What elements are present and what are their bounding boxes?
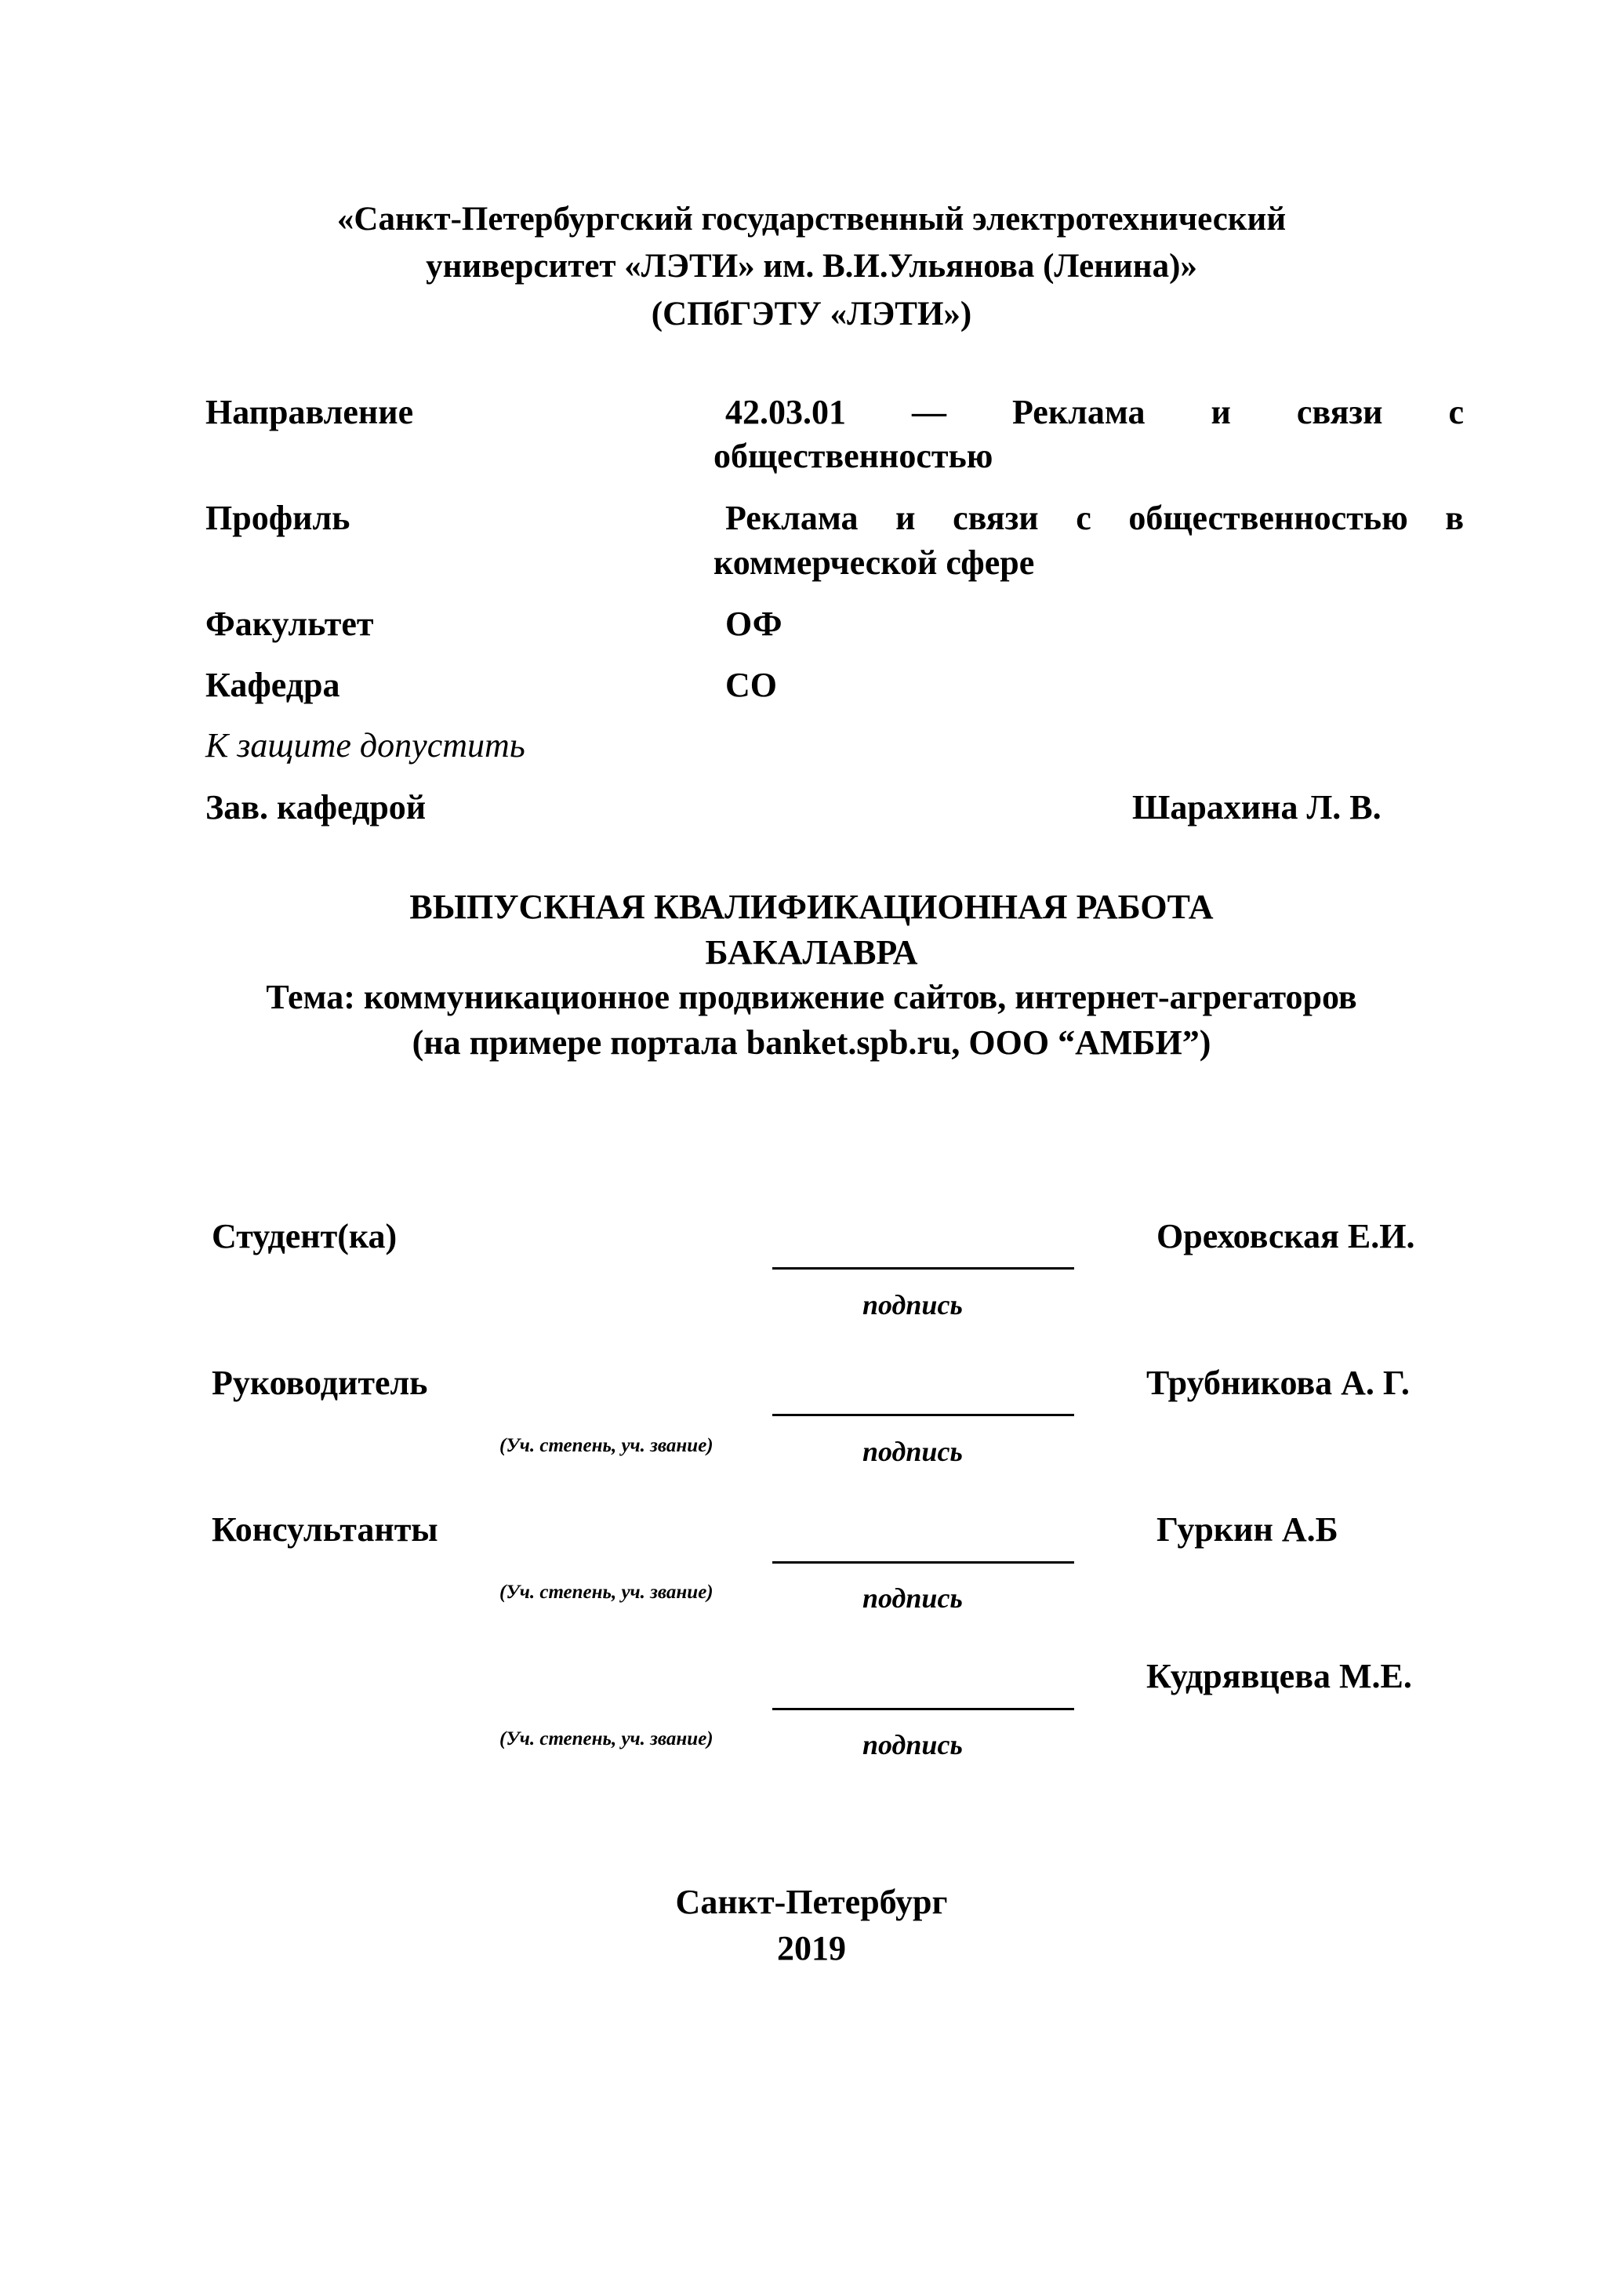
- direction-word-1: Реклама: [1012, 393, 1146, 431]
- direction-code: 42.03.01: [725, 393, 846, 431]
- profile-value-line-2: коммерческой сфере: [713, 543, 1035, 582]
- direction-dash: —: [912, 393, 946, 431]
- direction-value-line-2: общественностью: [713, 437, 993, 475]
- supervisor-label: Руководитель: [212, 1364, 428, 1402]
- thesis-topic-line-1: Тема: коммуникационное продвижение сайтов, интернет-агрегаторов: [266, 978, 1357, 1016]
- direction-word-4: с: [1448, 393, 1464, 431]
- direction-value-line-1: [725, 390, 1464, 435]
- thesis-title-line-1: ВЫПУСКНАЯ КВАЛИФИКАЦИОННАЯ РАБОТА: [409, 888, 1214, 926]
- student-signature-caption: подпись: [862, 1289, 963, 1321]
- consultant-1-signature-caption: подпись: [862, 1582, 963, 1614]
- faculty-label: Факультет: [205, 605, 374, 643]
- thesis-title-line-2: БАКАЛАВРА: [705, 933, 918, 972]
- profile-word: в: [1445, 499, 1465, 537]
- consultant-2-degree-caption: (Уч. степень, уч. звание): [499, 1728, 713, 1749]
- faculty-value: ОФ: [725, 605, 782, 643]
- profile-label: Профиль: [205, 499, 350, 537]
- head-of-department-name: Шарахина Л. В.: [1132, 788, 1382, 826]
- consultant-2-name: Кудрявцева М.Е.: [1146, 1657, 1412, 1695]
- consultant-1-degree-caption: (Уч. степень, уч. звание): [499, 1582, 713, 1603]
- consultant-2-signature-caption: подпись: [862, 1729, 963, 1760]
- supervisor-degree-caption: (Уч. степень, уч. звание): [499, 1435, 713, 1456]
- university-name-line-2: университет «ЛЭТИ» им. В.И.Ульянова (Ленина)»: [426, 248, 1197, 285]
- university-name-line-1: «Санкт-Петербургский государственный электротехнический: [336, 201, 1287, 238]
- footer-year: 2019: [777, 1929, 846, 1967]
- admit-to-defense: К защите допустить: [205, 726, 525, 765]
- direction-label: Направление: [205, 393, 414, 431]
- profile-value-line-1: [725, 496, 1464, 541]
- student-label: Студент(ка): [212, 1217, 398, 1255]
- supervisor-signature-caption: подпись: [862, 1436, 963, 1467]
- department-label: Кафедра: [205, 666, 340, 704]
- head-of-department-label: Зав. кафедрой: [205, 788, 427, 826]
- student-name: Ореховская Е.И.: [1156, 1217, 1415, 1255]
- direction-word-2: и: [1211, 393, 1231, 431]
- profile-word: общественностью: [1128, 499, 1408, 537]
- university-abbreviation: (СПбГЭТУ «ЛЭТИ»): [651, 296, 972, 332]
- consultants-label: Консультанты: [212, 1510, 438, 1549]
- consultant-1-signature-line: [772, 1561, 1074, 1564]
- supervisor-signature-line: [772, 1414, 1074, 1416]
- profile-word: Реклама: [725, 499, 859, 537]
- profile-word: и: [895, 499, 916, 537]
- direction-word-3: связи: [1296, 393, 1383, 431]
- footer-city: Санкт-Петербург: [675, 1883, 948, 1921]
- department-value: СО: [725, 666, 777, 704]
- profile-word: связи: [953, 499, 1039, 537]
- consultant-2-signature-line: [772, 1708, 1074, 1710]
- student-signature-line: [772, 1267, 1074, 1270]
- consultant-1-name: Гуркин А.Б: [1156, 1510, 1338, 1549]
- thesis-topic-line-2: (на примере портала banket.spb.ru, ООО “АМБИ”): [412, 1023, 1211, 1062]
- profile-word: с: [1076, 499, 1091, 537]
- supervisor-name: Трубникова А. Г.: [1146, 1364, 1410, 1402]
